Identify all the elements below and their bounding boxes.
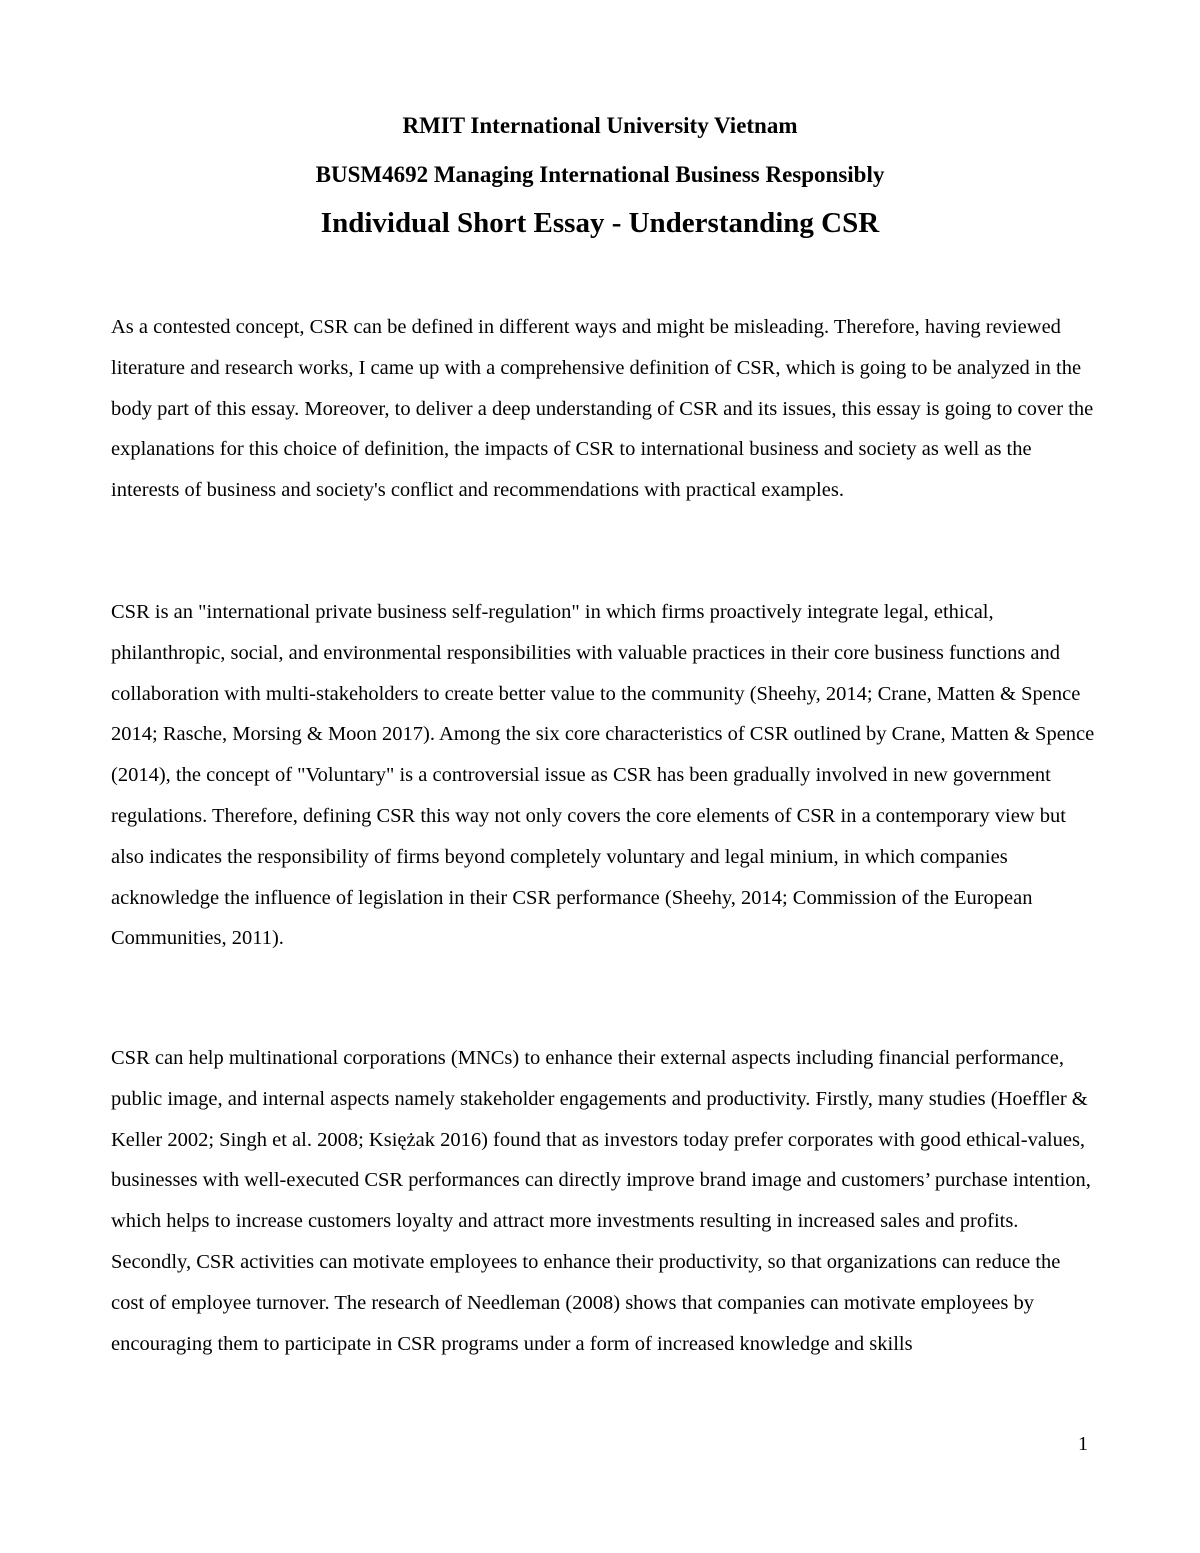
course-heading: BUSM4692 Managing International Business Responsibly [315, 162, 885, 187]
paragraph-definition: CSR is an "international private business self-regulation" in which firms proactively integrate legal, ethical, philanthropic, social, and environmental responsibilities with valuable practices in their core business functions and collaboration with multi-stakeholders to create better value to the community (Sheehy, 2014; Crane, Matten & Spence 2014; Rasche, Morsing & Moon 2017). Among the six core characteristics of CSR outlined by Crane, Matten & Spence (2014), the concept of "Voluntary" is a controversial issue as CSR has been gradually involved in new government regulations. Therefore, defining CSR this way not only covers the core elements of CSR in a contemporary view but also indicates the responsibility of firms beyond completely voluntary and legal minium, in which companies acknowledge the influence of legislation in their CSR performance (Sheehy, 2014; Commission of the European Communities, 2011). [111, 601, 1095, 950]
paragraph-introduction: As a contested concept, CSR can be defined in different ways and might be misleading. Therefore, having reviewed literature and research works, I came up with a comprehensive definition of CSR, which is going to be analyzed in the body part of this essay. Moreover, to deliver a deep understanding of CSR and its issues, this essay is going to cover the explanations for this choice of definition, the impacts of CSR to international business and society as well as the interests of business and society's conflict and recommendations with practical examples. [111, 316, 1094, 502]
paragraph-impacts: CSR can help multinational corporations (MNCs) to enhance their external aspects including financial performance, public image, and internal aspects namely stakeholder engagements and productivity. Firstly, many studies (Hoeffler & Keller 2002; Singh et al. 2008; Księżak 2016) found that as investors today prefer corporates with good ethical-values, businesses with well-executed CSR performances can directly improve brand image and customers’ purchase intention, which helps to increase customers loyalty and attract more investments resulting in increased sales and profits. Secondly, CSR activities can motivate employees to enhance their productivity, so that organizations can reduce the cost of employee turnover. The research of Needleman (2008) shows that companies can motivate employees by encouraging them to participate in CSR programs under a form of increased knowledge and skills [111, 1047, 1091, 1355]
essay-title: Individual Short Essay - Understanding CSR [320, 207, 880, 239]
university-heading: RMIT International University Vietnam [402, 113, 798, 138]
page-number: 1 [1078, 1433, 1088, 1455]
